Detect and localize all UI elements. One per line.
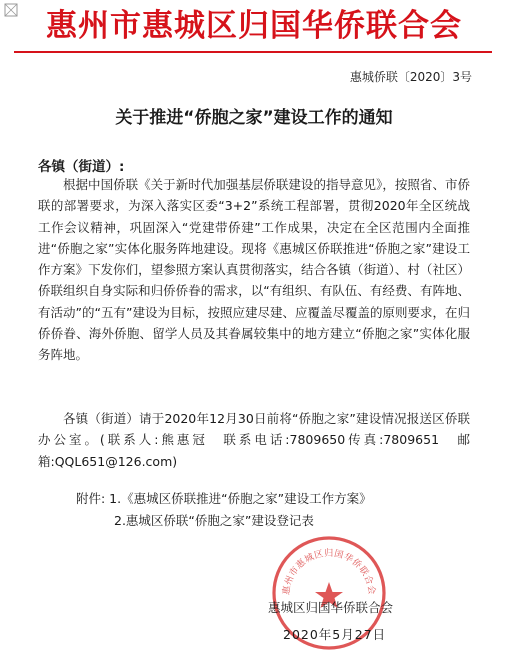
salutation: 各镇（街道）: <box>38 159 125 175</box>
signatory-name: 惠城区归国华侨联合会 <box>268 600 394 615</box>
body-paragraph-1: 根据中国侨联《关于新时代加强基层侨联建设的指导意见》，按照省、市侨联的部署要求，为深入落实区委“3+2”系统工程部署，贯彻2020年全区统战工作会议精神，巩固深入“党建带侨建”工作成果，决定在全区范围内全面推进“侨胞之家”实体化服务阵地建设。现将《惠城区侨联推进“侨胞之家”建设工作方案》下发你们，望参照方案认真贯彻落实，结合各镇（街道）、村（社区）侨联组织自身实际和归侨侨眷的需求，以“有组织、有队伍、有经费、有阵地、有活动”的“五有”建设为目标，按照应建尽建、应覆盖尽覆盖的原则要求，在归侨侨眷、海外侨胞、留学人员及其眷属较集中的地方建立“侨胞之家”实体化服务阵地。 <box>38 177 470 363</box>
issue-date: 2020年5月27日 <box>283 627 387 642</box>
svg-text:惠州市惠城区归国华侨联合会: 惠州市惠城区归国华侨联合会 <box>281 549 377 596</box>
attachments-list <box>76 488 372 532</box>
notice-title: 关于推进“侨胞之家”建设工作的通知 <box>115 108 393 128</box>
org-header-title: 惠州市惠城区归国华侨联合会 <box>46 8 462 44</box>
attachment-item-2: 2.惠城区侨联“侨胞之家”建设登记表 <box>114 513 314 528</box>
body-paragraph-2: 各镇（街道）请于2020年12月30日前将“侨胞之家”建设情况报送区侨联办公室。(联系人:熊惠冠 联系电话:7809650传真:7809651 邮箱:QQL651@126.com) <box>38 411 470 469</box>
document-number: 惠城侨联〔2020〕3号 <box>349 70 472 84</box>
attachment-item-1: 附件: 1.《惠城区侨联推进“侨胞之家”建设工作方案》 <box>76 491 372 506</box>
header-divider <box>14 51 492 53</box>
